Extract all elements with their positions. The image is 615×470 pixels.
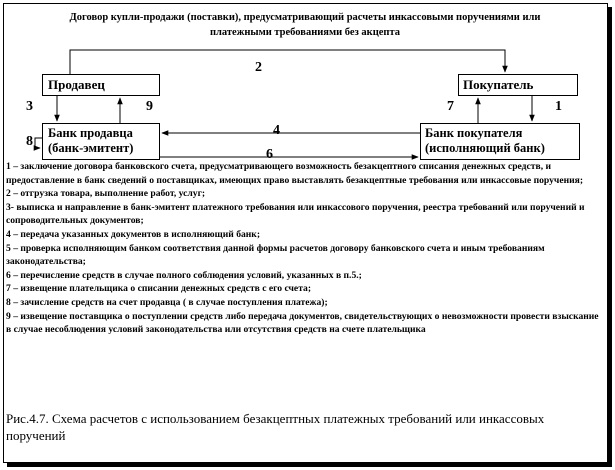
legend-item-5: 5 – проверка исполняющим банком соответствия данной формы расчетов договору банковского счета и иным требованиям законодательства; (6, 242, 545, 268)
legend-item-7: 7 – извещение плательщика о списании денежных средств с его счета; (6, 283, 312, 295)
label-7: 7 (447, 99, 454, 114)
figure-caption: Рис.4.7. Схема расчетов с использованием безакцептных платежных требований или инкассовых поручений (6, 411, 545, 443)
buyer-bank-role: (исполняющий банк) (425, 141, 545, 155)
arrow-2 (70, 50, 505, 74)
legend-item-3: 3- выписка и направление в банк-эмитент платежного требования или инкассового поручения, реестра требований или поручений и сопроводительных документов; (6, 201, 585, 227)
legend-item-2: 2 – отгрузка товара, выполнение работ, услуг; (6, 188, 206, 200)
label-4: 4 (273, 123, 280, 138)
buyer-bank-name: Банк покупателя (425, 126, 523, 140)
label-3: 3 (26, 99, 33, 114)
diagram-title: Договор купли-продажи (поставки), предусматривающий расчеты инкассовыми поручениями или платежными требованиями без акцепта (69, 12, 541, 38)
seller-box: Продавец (42, 74, 160, 96)
label-6: 6 (266, 147, 273, 162)
legend-item-4: 4 – передача указанных документов в исполняющий банк; (6, 228, 261, 240)
label-9: 9 (146, 99, 153, 114)
label-1: 1 (555, 99, 562, 114)
label-8: 8 (26, 134, 33, 149)
label-2: 2 (255, 60, 262, 75)
legend-item-9: 9 – извещение поставщика о поступлении средств либо передача документов, свидетельствующих о невозможности провести взыскание в случае несоблюдения условий законодательства или отсутствия средств на счете плательщика (6, 310, 599, 336)
seller-bank-role: (банк-эмитент) (48, 141, 134, 155)
arrow-8 (35, 138, 42, 148)
buyer-bank-box (420, 123, 580, 160)
legend-item-6: 6 – перечисление средств в случае полного соблюдения условий, указанных в п.5.; (6, 269, 362, 281)
seller-bank-name: Банк продавца (48, 126, 133, 140)
legend (6, 160, 604, 337)
legend-item-8: 8 – зачисление средств на счет продавца ( в случае поступления платежа); (6, 296, 328, 308)
seller-bank-box (42, 123, 160, 160)
legend-item-1: 1 – заключение договора банковского счета, предусматривающего возможность безакцептного списания денежных средств, и предоставление в банк сведений о поставщиках, имеющих право выставлять безакцептные требования или инкассовые поручения; (6, 161, 584, 186)
buyer-box: Покупатель (458, 74, 578, 96)
